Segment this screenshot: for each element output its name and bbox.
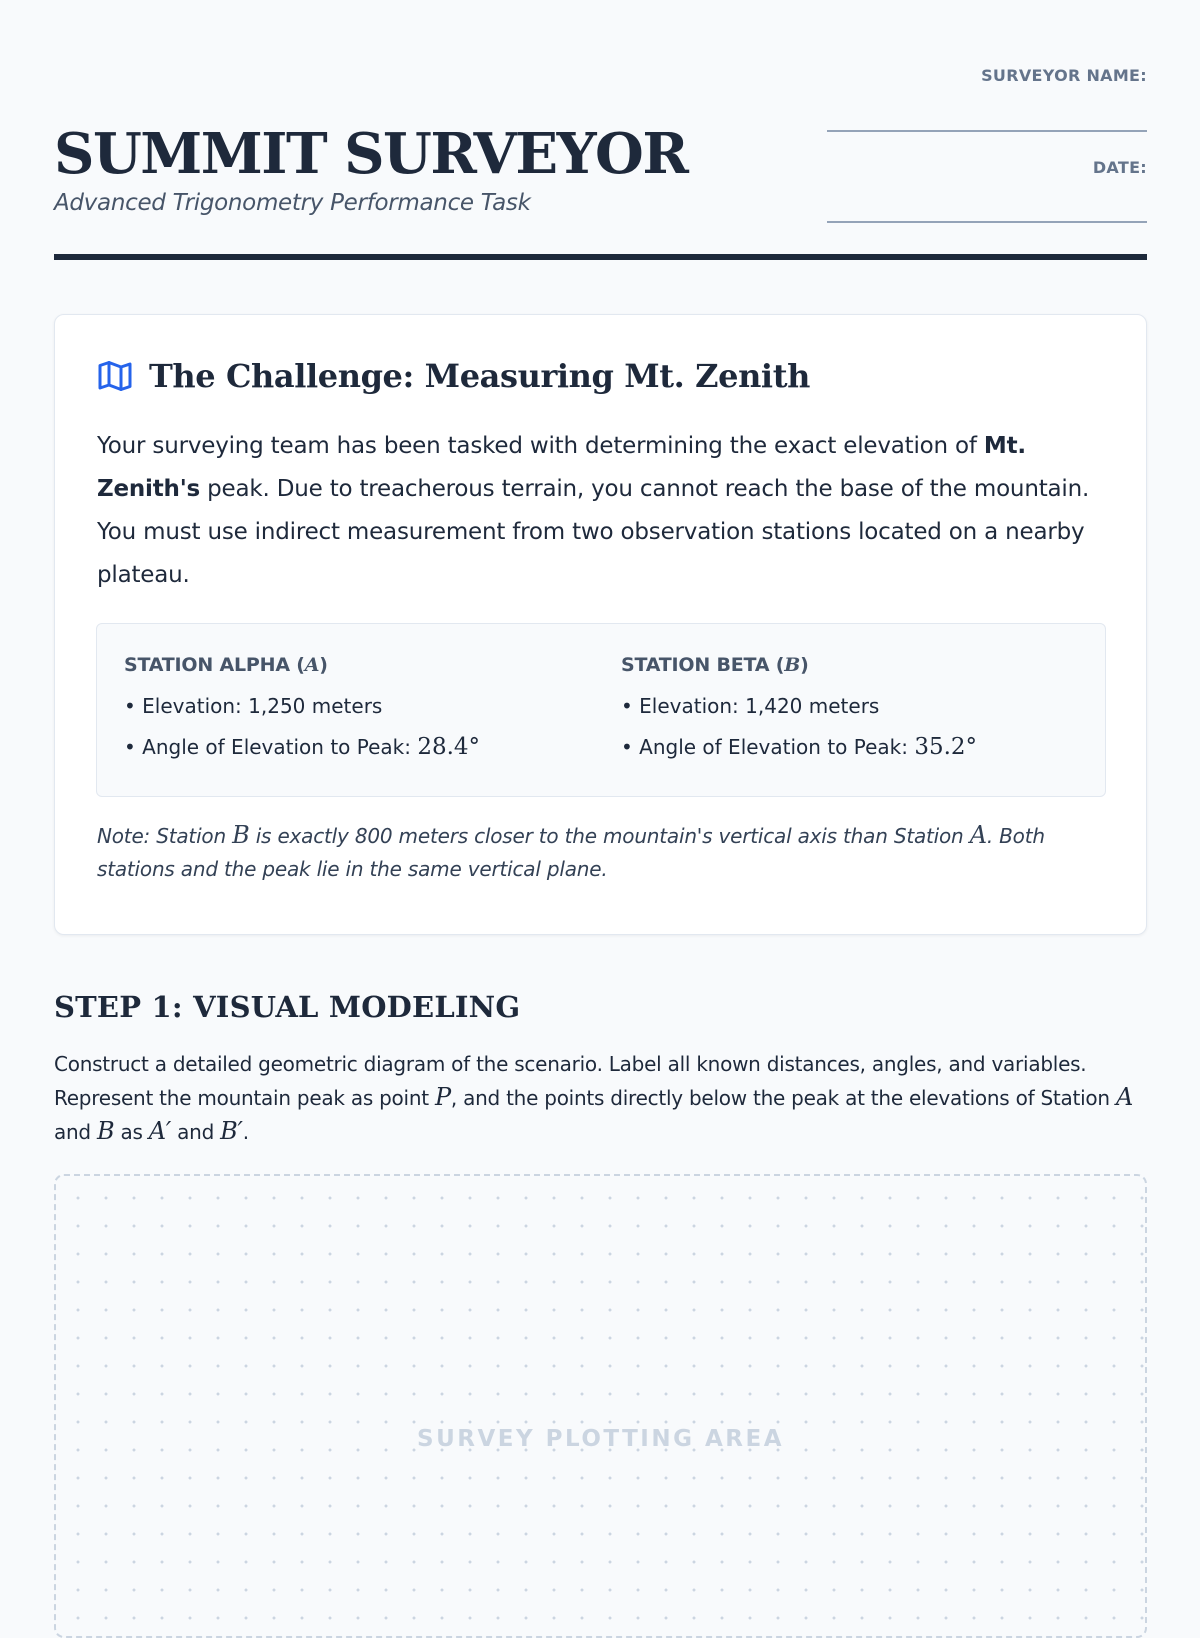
- survey-plotting-area[interactable]: [54, 1174, 1147, 1638]
- surveyor-name-label: SURVEYOR NAME:: [981, 66, 1147, 85]
- station-data-panel: [96, 623, 1106, 797]
- mountain-name: Mt. Zenith's: [97, 433, 1026, 502]
- date-field[interactable]: [827, 221, 1147, 223]
- page-title: SUMMIT SURVEYOR: [54, 121, 688, 187]
- station-alpha-elevation: • Elevation: 1,250 meters: [124, 694, 383, 718]
- header: [54, 0, 1147, 262]
- plot-area-label: SURVEY PLOTTING AREA: [417, 1426, 784, 1452]
- challenge-header: [97, 357, 810, 395]
- surveyor-name-field[interactable]: [827, 130, 1147, 132]
- station-alpha-title: STATION ALPHA (A): [124, 654, 328, 676]
- station-beta-angle: • Angle of Elevation to Peak: 35.2°: [621, 734, 978, 760]
- station-beta-elevation: • Elevation: 1,420 meters: [621, 694, 880, 718]
- worksheet-page: [54, 0, 1147, 1452]
- date-label: DATE:: [1092, 158, 1147, 177]
- station-beta-title: STATION BETA (B): [621, 654, 809, 676]
- challenge-card: [54, 314, 1147, 935]
- station-beta: [621, 654, 977, 768]
- step-1-instructions: Construct a detailed geometric diagram of the scenario. Label all known distances, angles, and variables. Represent the mountain peak as point P, and the points directly below the peak at the elevations of Station A and B as A′ and B′.: [54, 1052, 1134, 1145]
- map-icon: [97, 358, 133, 394]
- step-1-title: STEP 1: VISUAL MODELING: [54, 990, 521, 1024]
- challenge-intro: Your surveying team has been tasked with determining the exact elevation of Mt. Zenith's peak. Due to treacherous terrain, you cannot reach the base of the mountain. You must use indirect measurement from two observation stations located on a nearby plateau.: [97, 433, 1090, 588]
- header-divider: [54, 254, 1147, 260]
- challenge-note: Note: Station B is exactly 800 meters closer to the mountain's vertical axis than Station A. Both stations and the peak lie in the same vertical plane.: [97, 821, 1045, 881]
- page-subtitle: Advanced Trigonometry Performance Task: [54, 190, 531, 216]
- station-alpha-angle: • Angle of Elevation to Peak: 28.4°: [124, 734, 481, 760]
- challenge-title: The Challenge: Measuring Mt. Zenith: [149, 357, 810, 395]
- station-alpha: [124, 654, 480, 768]
